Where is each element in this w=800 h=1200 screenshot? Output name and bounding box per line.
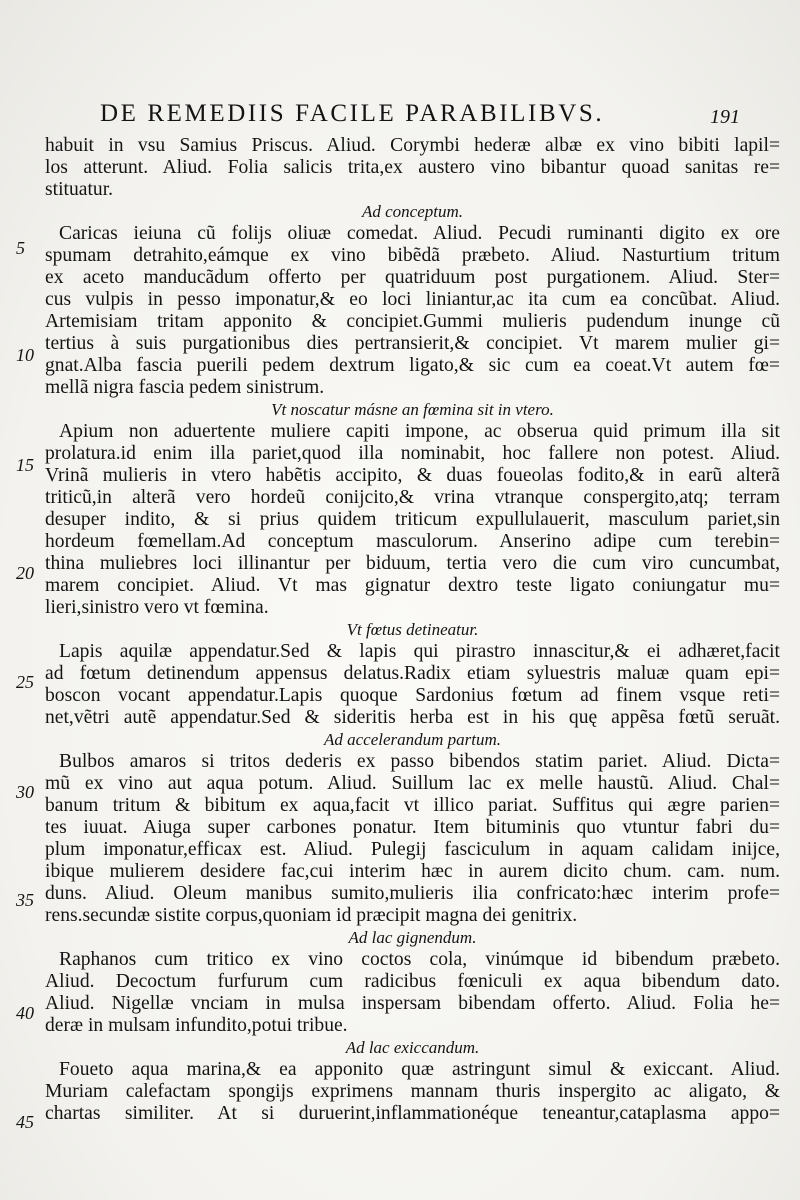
text-line: Artemisiam tritam apponito & concipiet.Gummi mulieris pudendum inunge cũ: [45, 311, 780, 332]
body-text: [45, 135, 780, 1125]
text-line: Aliud. Nigellæ vnciam in mulsa inspersam bibendam offerto. Aliud. Folia he=: [45, 993, 780, 1014]
text-line: prolatura.id enim illa pariet,quod illa nominabit, hoc fallere non potest. Aliud.: [45, 443, 780, 464]
text-line: cus vulpis in pesso imponatur,& eo loci liniantur,ac ita cum ea concũbat. Aliud.: [45, 289, 780, 310]
text-line: ad fœtum detinendum appensus delatus.Radix etiam syluestris maluæ quam epi=: [45, 663, 780, 684]
text-line: mellã nigra fascia pedem sinistrum.: [45, 377, 325, 398]
text-line: stituatur.: [45, 179, 114, 200]
text-line: hordeum fœmellam.Ad conceptum masculorum. Anserino adipe cum terebin=: [45, 531, 780, 552]
text-line: boscon vocant appendatur.Lapis quoque Sardonius fœtum ad finem vsque reti=: [45, 685, 780, 706]
text-line: Caricas ieiuna cũ folijs oliuæ comedat. Aliud. Pecudi ruminanti digito ex ore: [59, 223, 780, 244]
text-line: banum tritum & bibitum ex aqua,facit vt illico pariat. Suffitus qui ægre parien=: [45, 795, 780, 816]
line-number: 5: [16, 238, 25, 258]
text-line: Apium non aduertente muliere capiti impone, ac obserua quid primum illa sit: [59, 421, 780, 442]
line-number: 15: [16, 455, 34, 475]
text-line: deræ in mulsam infundito,potui tribue.: [45, 1015, 348, 1036]
text-line: Foueto aqua marina,& ea apponito quæ astringunt simul & exiccant. Aliud.: [59, 1059, 780, 1080]
section-heading: Ad accelerandum partum.: [323, 730, 502, 749]
line-number: 30: [16, 782, 34, 802]
section-heading: Vt noscatur másne an fœmina sit in vtero.: [271, 400, 554, 419]
text-line: Muriam calefactam spongijs exprimens mannam thuris inspergito ac aligato, &: [45, 1081, 780, 1102]
text-line: thina muliebres loci illinantur per biduum, tertia vero die cum viro cuncumbat,: [45, 553, 780, 574]
text-line: habuit in vsu Samius Priscus. Aliud. Corymbi hederæ albæ ex vino bibiti lapil=: [45, 135, 780, 156]
text-line: net,vẽtri autẽ appendatur.Sed & sideritis herba est in his quę appẽsa fœtũ seruãt.: [45, 707, 780, 728]
section-heading: Ad lac gignendum.: [348, 928, 477, 947]
running-head: DE REMEDIIS FACILE PARABILIBVS.: [100, 100, 605, 127]
section-heading: Vt fœtus detineatur.: [346, 620, 479, 639]
text-line: spumam detrahito,eámque ex vino bibẽdã præbeto. Aliud. Nasturtium tritum: [45, 245, 780, 266]
text-line: plum imponatur,efficax est. Aliud. Pulegij fasciculum in aquam calidam inijce,: [45, 839, 780, 860]
line-number: 45: [16, 1112, 34, 1132]
text-line: gnat.Alba fascia puerili pedem dextrum ligato,& sic cum ea coeat.Vt autem fœ=: [45, 355, 780, 376]
text-line: duns. Aliud. Oleum manibus sumito,mulieris ilia confricato:hæc interim profe=: [45, 883, 780, 904]
text-line: chartas similiter. At si duruerint,inflammationéque teneantur,cataplasma appo=: [45, 1103, 780, 1124]
text-line: ibique mulierem desidere fac,cui interim hæc in aurem dicito chum. cam. num.: [45, 861, 780, 882]
text-line: ex aceto manducãdum offerto per quatriduum post purgationem. Aliud. Ster=: [45, 267, 780, 288]
line-number: 40: [16, 1003, 34, 1023]
text-line: rens.secundæ sistite corpus,quoniam id præcipit magna dei genitrix.: [45, 905, 578, 926]
text-line: Raphanos cum tritico ex vino coctos cola, vinúmque id bibendum præbeto.: [59, 949, 780, 970]
text-line: mũ ex vino aut aqua potum. Aliud. Suillum lac ex melle haustũ. Aliud. Chal=: [45, 773, 780, 794]
line-number: 35: [16, 890, 34, 910]
text-line: Vrinã mulieris in vtero habẽtis accipito, & duas foueolas fodito,& in earũ alterã: [45, 465, 780, 486]
page-number: 191: [710, 106, 740, 128]
line-number: 25: [16, 672, 34, 692]
text-line: desuper indito, & si prius quidem triticum expullulauerit, masculum pariet,sin: [45, 509, 780, 530]
text-line: marem concipiet. Aliud. Vt mas gignatur dextro teste ligato coniungatur mu=: [45, 575, 780, 596]
text-line: Lapis aquilæ appendatur.Sed & lapis qui pirastro innascitur,& ei adhæret,facit: [59, 641, 780, 662]
text-line: triticũ,in alterã vero hordeũ conijcito,& vrina vtranque conspergito,atq; terram: [45, 487, 780, 508]
text-line: Aliud. Decoctum furfurum cum radicibus fœniculi ex aqua bibendum dato.: [45, 971, 780, 992]
section-heading: Ad conceptum.: [361, 202, 464, 221]
text-line: los atterunt. Aliud. Folia salicis trita,ex austero vino bibantur quoad sanitas re=: [45, 157, 780, 178]
text-line: Bulbos amaros si tritos dederis ex passo bibendos statim pariet. Aliud. Dicta=: [59, 751, 780, 772]
line-number: 10: [16, 345, 34, 365]
section-heading: Ad lac exiccandum.: [345, 1038, 480, 1057]
text-line: tes iuuat. Aiuga super carbones ponatur. Item bituminis quo vtuntur fabri du=: [45, 817, 780, 838]
text-line: tertius à suis purgationibus dies pertransierit,& concipiet. Vt marem mulier gi=: [45, 333, 780, 354]
text-line: lieri,sinistro vero vt fœmina.: [45, 597, 269, 618]
line-number: 20: [16, 563, 34, 583]
